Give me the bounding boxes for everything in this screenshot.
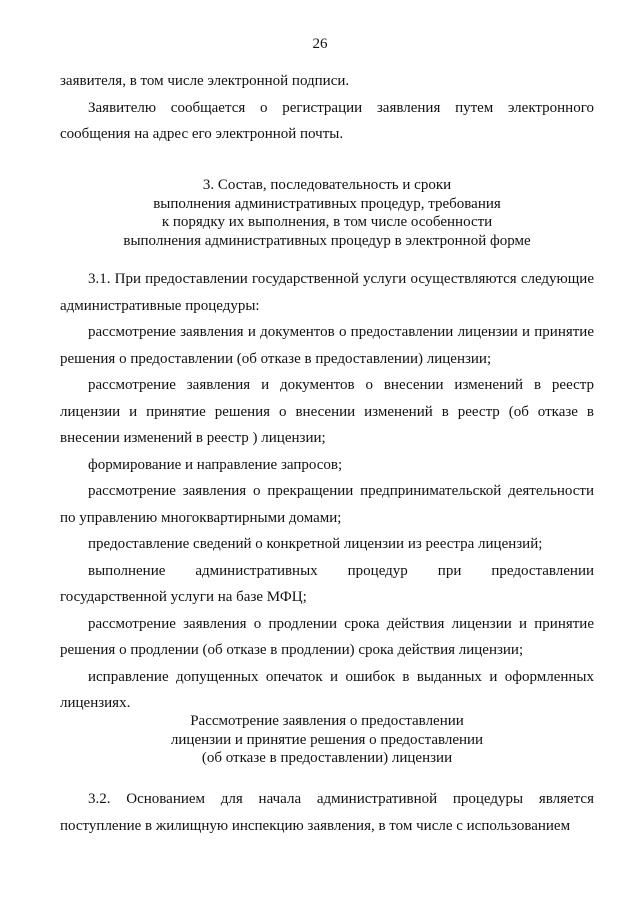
paragraph: заявителя, в том числе электронной подписи. — [60, 73, 350, 89]
section-heading-line: выполнения административных процедур, требования — [153, 195, 501, 212]
paragraph: Заявителю сообщается о регистрации заявления путем электронного сообщения на адрес его электронной почты. — [60, 99, 594, 142]
paragraph: 3.2. Основанием для начала административной процедуры является поступление в жилищную инспекцию заявления, в том числе с использованием — [60, 791, 594, 834]
paragraph: 3.1. При предоставлении государственной услуги осуществляются следующие административные процедуры: — [60, 271, 594, 314]
subsection-heading-line: (об отказе в предоставлении) лицензии — [201, 750, 453, 766]
subsection-heading-line: лицензии и принятие решения о предоставлении — [170, 731, 484, 748]
page-number: 26 — [312, 36, 328, 52]
list-item: предоставление сведений о конкретной лицензии из реестра лицензий; — [88, 536, 543, 552]
subsection-heading-line: Рассмотрение заявления о предоставлении — [190, 713, 464, 729]
bottom-text-block — [60, 786, 594, 839]
procedures-list-block — [60, 266, 594, 717]
list-item: рассмотрение заявления о продлении срока действия лицензии и принятие решения о продлении (об отказе в продлении) срока действия лицензии; — [60, 615, 594, 658]
subsection-heading — [60, 712, 594, 768]
list-item: рассмотрение заявления и документов о внесении изменений в реестр лицензии и принятие решения о внесении изменений в реестр (об отказе в внесении изменений в реестр ) лицензии; — [60, 377, 594, 446]
list-item: формирование и направление запросов; — [88, 456, 343, 473]
top-text-block — [60, 68, 594, 148]
section-heading-line: 3. Состав, последовательность и сроки — [202, 177, 452, 193]
section-heading-line: к порядку их выполнения, в том числе особенности — [161, 214, 493, 230]
list-item: исправление допущенных опечаток и ошибок в выданных и оформленных лицензиях. — [60, 668, 594, 711]
list-item: рассмотрение заявления и документов о предоставлении лицензии и принятие решения о предоставлении (об отказе в предоставлении) лицензии; — [60, 324, 594, 367]
section-heading-line: выполнения административных процедур в электронной форме — [123, 232, 531, 249]
list-item: рассмотрение заявления о прекращении предпринимательской деятельности по управлению многоквартирными домами; — [60, 483, 594, 526]
section-heading — [60, 176, 594, 250]
list-item: выполнение административных процедур при предоставлении государственной услуги на базе МФЦ; — [60, 562, 594, 605]
